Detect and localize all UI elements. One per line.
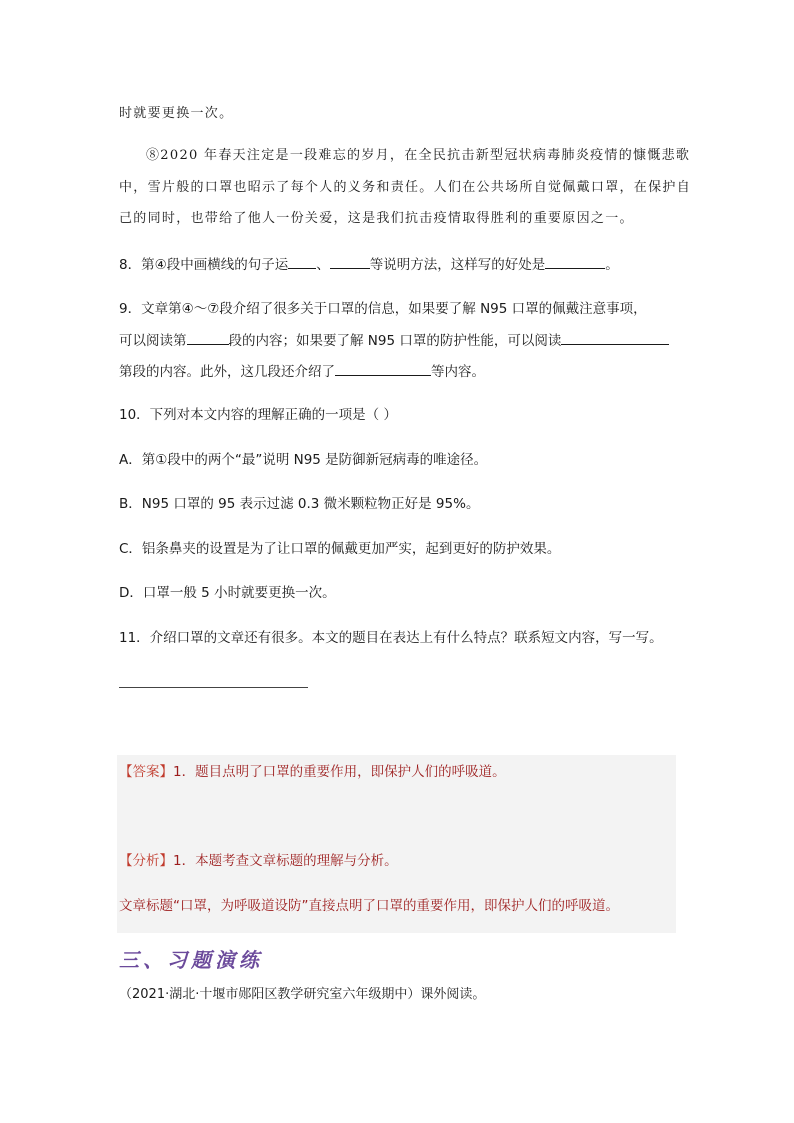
- analysis-detail: 文章标题“口罩，为呼吸道设防”直接点明了口罩的重要作用，即保护人们的呼吸道。: [119, 898, 619, 914]
- answer-blank[interactable]: [545, 254, 605, 269]
- analysis-line-text: 【分析】1．本题考查文章标题的理解与分析。: [119, 853, 398, 869]
- question-10-stem: 10．下列对本文内容的理解正确的一项是（ ）: [119, 407, 397, 423]
- question-10-option-d: D．口罩一般 5 小时就要更换一次。: [119, 585, 336, 601]
- question-9-line-3: 第段的内容。此外，这几段还介绍了 等内容。: [119, 361, 679, 382]
- answer-line[interactable]: [119, 687, 308, 688]
- section-title: 三、习题演练: [119, 948, 263, 972]
- answer-blank[interactable]: [187, 330, 229, 345]
- answer-tag: 【答案】: [119, 764, 173, 780]
- question-11: 11．介绍口罩的文章还有很多。本文的题目在表达上有什么特点？联系短文内容，写一写。: [119, 630, 663, 646]
- passage-paragraph-8-line-2: 中，雪片般的口罩也昭示了每个人的义务和责任。人们在公共场所自觉佩戴口罩，在保护自: [119, 180, 692, 195]
- passage-paragraph-8-line-3: 己的同时，也带给了他人一份关爱，这是我们抗击疫情取得胜利的重要原因之一。: [119, 211, 634, 226]
- question-9-line-1: 9．文章第④～⑦段介绍了很多关于口罩的信息，如果要了解 N95 口罩的佩戴注意事项，: [119, 301, 647, 317]
- question-9-line-2: 可以阅读第 段的内容；如果要了解 N95 口罩的防护性能，可以阅读: [119, 330, 679, 351]
- answer-blank[interactable]: [330, 254, 370, 269]
- question-8: 8．第④段中画横线的句子运 、 等说明方法，这样写的好处是 。: [119, 254, 679, 275]
- question-10-option-b: B．N95 口罩的 95 表示过滤 0.3 微米颗粒物正好是 95%。: [119, 496, 480, 512]
- question-10-option-c: C．铝条鼻夹的设置是为了让口罩的佩戴更加严实，起到更好的防护效果。: [119, 541, 561, 557]
- section-intro: （2021·湖北·十堰市郧阳区教学研究室六年级期中）课外阅读。: [119, 987, 486, 1002]
- question-10-option-a: A．第①段中的两个“最”说明 N95 是防御新冠病毒的唯途径。: [119, 452, 488, 468]
- answer-blank[interactable]: [561, 330, 669, 345]
- answer-blank[interactable]: [335, 361, 431, 376]
- answer-blank[interactable]: [288, 254, 316, 269]
- analysis-tag: 【分析】: [119, 853, 173, 869]
- passage-paragraph-8-line-1: ⑧2020 年春天注定是一段难忘的岁月，在全民抗击新型冠状病毒肺炎疫情的慷慨悲歌: [146, 148, 691, 163]
- passage-line: 时就要更换一次。: [119, 106, 234, 121]
- answer-line-text: 【答案】1．题目点明了口罩的重要作用，即保护人们的呼吸道。: [119, 764, 506, 780]
